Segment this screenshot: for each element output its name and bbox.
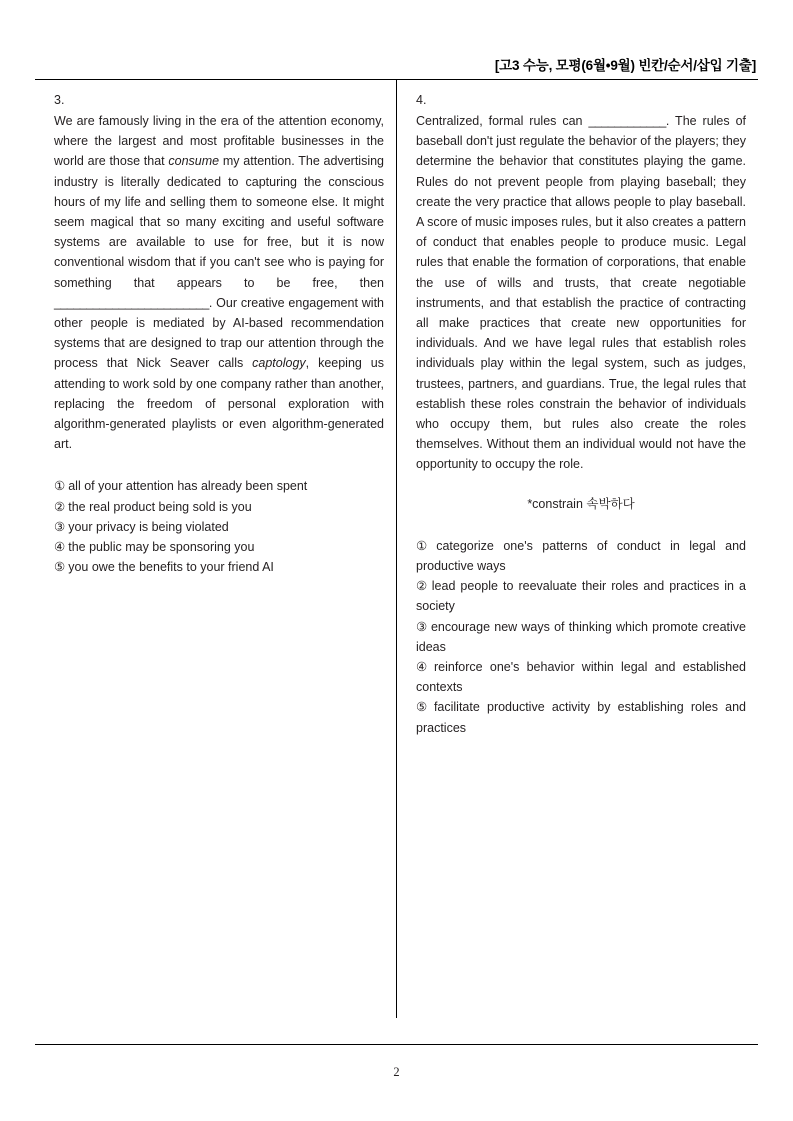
passage-blank: ________________________	[54, 295, 209, 310]
choice-label: all of your attention has already been spent	[68, 479, 308, 494]
choice-item[interactable]	[54, 497, 384, 517]
choice-marker: ③	[54, 519, 66, 534]
choice-item[interactable]	[54, 517, 384, 537]
header-title: [고3 수능, 모평(6월•9월) 빈칸/순서/삽입 기출]	[494, 58, 756, 73]
choice-marker: ⑤	[54, 560, 66, 575]
question-number-3: 3.	[54, 93, 65, 107]
choice-label: facilitate productive activity by establishing roles and practices	[416, 700, 746, 735]
choice-marker: ①	[416, 538, 434, 553]
passage-segment: Centralized, formal rules can	[416, 114, 589, 128]
passage-segment: my attention. The advertising industry is literally dedicated to capturing the conscious hours of my life and selling them to someone else. It might seem magical that so many exciting and useful software systems are available to use for free, but it is now conventional wisdom that if you can't see who is paying for something that appears to be free, then	[54, 154, 384, 290]
choice-marker: ②	[416, 579, 429, 594]
choice-item[interactable]	[54, 557, 384, 577]
choice-label: you owe the benefits to your friend AI	[68, 560, 274, 575]
choice-item[interactable]	[54, 537, 384, 557]
question-block-3	[54, 90, 384, 577]
passage-segment: . The rules of baseball don't just regulate the behavior of the players; they determine the behavior that constitutes playing the game. Rules do not prevent people from playing baseball; they create the very practice that allows people to play baseball. A score of music imposes rules, but it also creates a pattern of conduct that enables people to produce music. Legal rules that enable the formation of corporations, that enable the use of wills and trusts, that create negotiable instruments, and that establish the practice of contracting all make practices that create new opportunities for individuals. And we have legal rules that establish roles individuals play within the legal system, such as judges, trustees, partners, and guardians. True, the legal rules that establish these roles constrain the behavior of individuals who occupy them, but rules also create the roles themselves. Without them an individual would not have the opportunity to occupy the role.	[416, 114, 747, 472]
choice-label: the public may be sponsoring you	[68, 540, 255, 555]
choice-label: your privacy is being violated	[68, 519, 229, 534]
choice-item[interactable]	[54, 476, 384, 496]
column-divider	[396, 80, 397, 1018]
passage-segment: . Our creative engagement with other people is mediated by AI-based recommendation systems that are designed to trap our attention through the process that Nick Seaver calls	[54, 295, 384, 371]
passage-footnote: *constrain 속박하다	[527, 496, 635, 511]
choice-marker: ④	[54, 540, 66, 555]
choice-list-4	[416, 536, 746, 738]
passage-segment: We are famously living in the era of the attention economy, where the largest and most profitable businesses in the world are those that	[54, 114, 384, 169]
passage-segment: , keeping us attending to work sold by one company rather than another, replacing the freedom of personal exploration with algorithm-generated playlists or even algorithm-generated art.	[54, 356, 384, 452]
choice-item[interactable]	[416, 697, 746, 737]
choice-marker: ⑤	[416, 700, 431, 715]
choice-marker: ②	[54, 499, 66, 514]
choice-label: categorize one's patterns of conduct in legal and productive ways	[416, 538, 746, 574]
question-passage-4	[416, 111, 746, 475]
footer-divider	[35, 1044, 758, 1045]
passage-blank: ____________	[588, 114, 666, 128]
passage-italic-consume: consume	[168, 154, 220, 169]
choice-label: reinforce one's behavior within legal and established contexts	[416, 660, 746, 695]
question-passage-3	[54, 111, 384, 454]
question-number-4: 4.	[416, 93, 427, 107]
choice-marker: ④	[416, 660, 431, 675]
passage-italic-captology: captology	[252, 356, 306, 371]
choice-label: the real product being sold is you	[68, 499, 252, 514]
choice-item[interactable]	[416, 536, 746, 576]
choice-marker: ③	[416, 619, 428, 634]
choice-item[interactable]	[416, 576, 746, 616]
page-number: 2	[393, 1065, 400, 1079]
page-header	[35, 40, 758, 80]
choice-item[interactable]	[416, 657, 746, 697]
choice-item[interactable]	[416, 617, 746, 657]
choice-label: encourage new ways of thinking which promote creative ideas	[416, 619, 746, 654]
choice-marker: ①	[54, 479, 66, 494]
question-block-4	[416, 90, 746, 738]
choice-list-3	[54, 476, 384, 577]
choice-label: lead people to reevaluate their roles and practices in a society	[416, 579, 746, 614]
